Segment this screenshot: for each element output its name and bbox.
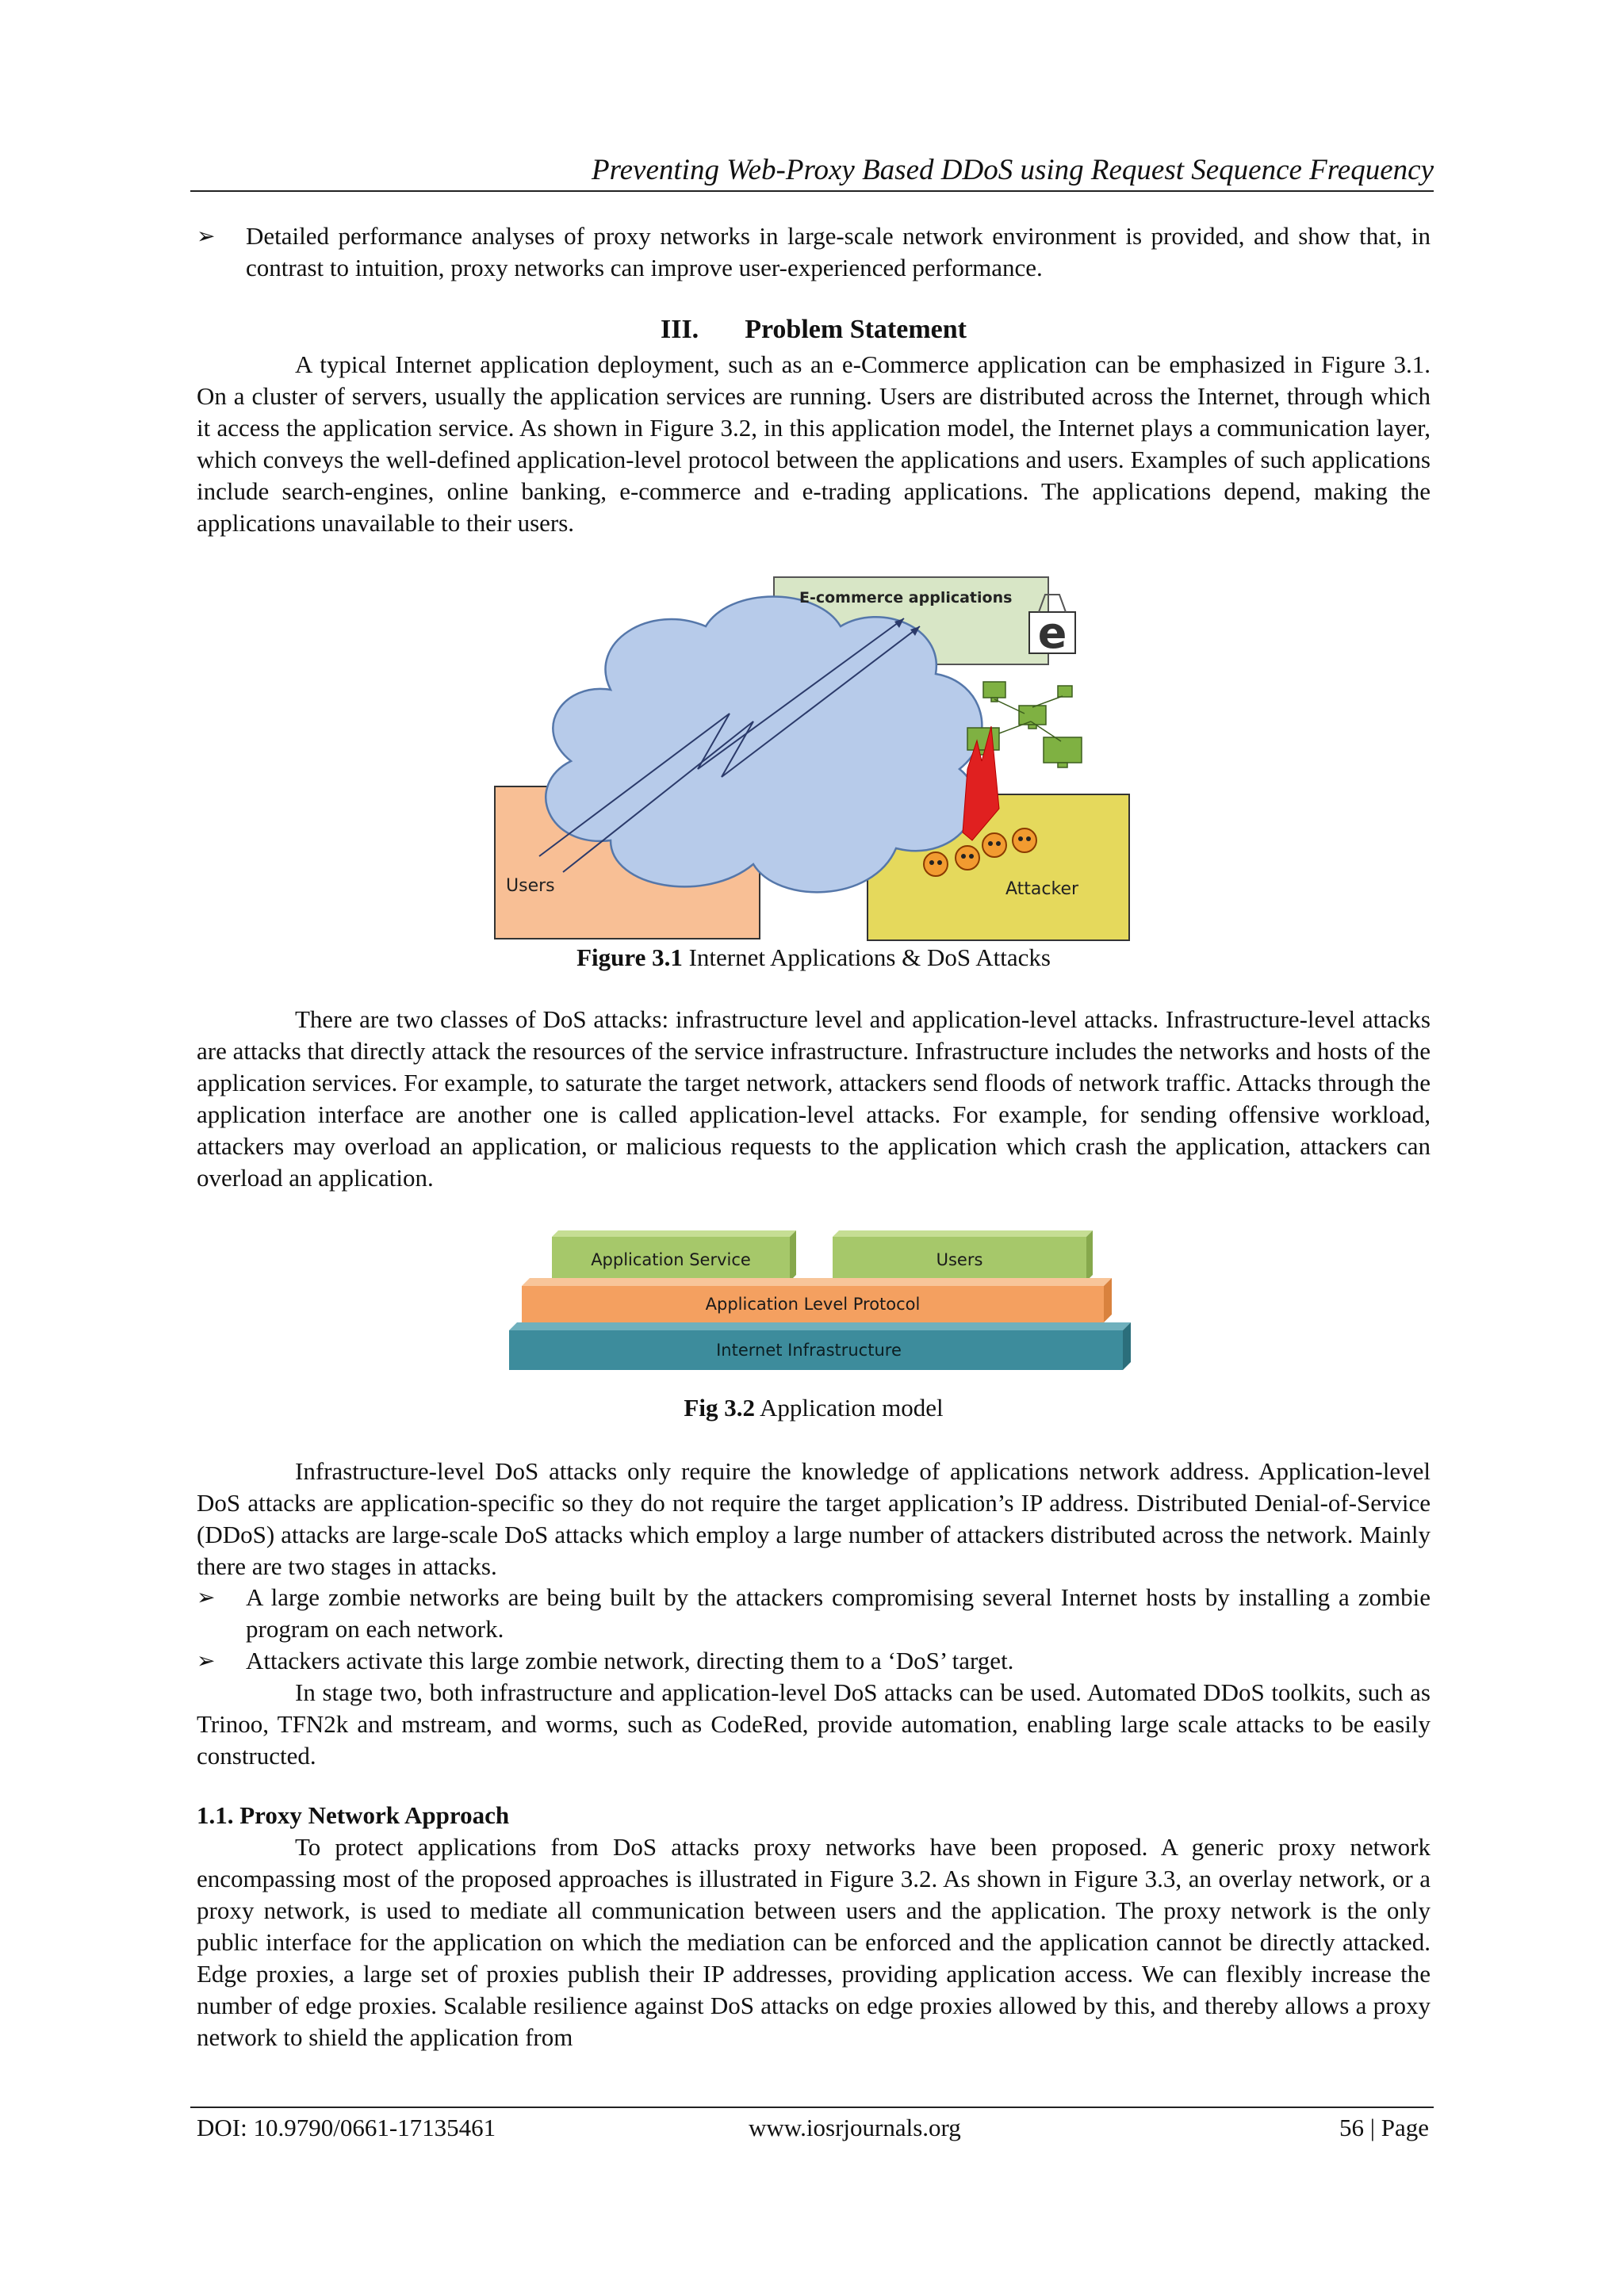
section-heading bbox=[197, 312, 1431, 347]
footer-website: www.iosrjournals.org bbox=[749, 2114, 961, 2141]
bullet-text: A large zombie networks are being built by the attackers compromising several Internet hosts by installing a zombie program on each network. bbox=[246, 1583, 1431, 1643]
logo-letter: e bbox=[1037, 608, 1067, 658]
paragraph: In stage two, both infrastructure and application-level DoS attacks can be used. Automated DDoS toolkits, such as Trinoo, TFN2k and mstream, and worms, such as CodeRed, provide automation, enabling large scale attacks to be easily constructed. bbox=[197, 1678, 1431, 1770]
layer-users bbox=[833, 1230, 1093, 1281]
caption-label: Fig 3.2 bbox=[684, 1394, 755, 1422]
ecommerce-label: E-commerce applications bbox=[799, 589, 1013, 607]
layer-label: Users bbox=[936, 1250, 983, 1269]
figure-internet-applications bbox=[492, 571, 1134, 943]
section-title: Problem Statement bbox=[745, 315, 967, 344]
layer-label: Application Service bbox=[591, 1250, 751, 1269]
attacker-label: Attacker bbox=[1005, 879, 1079, 899]
arrow-bullet-icon: ➢ bbox=[197, 1584, 216, 1610]
layer-application-protocol bbox=[522, 1278, 1112, 1322]
paragraph: To protect applications from DoS attacks proxy networks have been proposed. A generic proxy network encompassing most of the proposed approaches is illustrated in Figure 3.2. As shown in Figure 3.3, an overlay network, or a proxy network, is used to mediate all communication between users and the application. The proxy network is the only public interface for the application on which the mediation can be enforced and the application cannot be directly attacked. Edge proxies, a large set of proxies publish their IP addresses, providing application access. We can flexibly increase the number of edge proxies. Scalable resilience against DoS attacks on edge proxies allowed by this, and thereby allows a proxy network to shield the application from bbox=[197, 1833, 1431, 2051]
bullet-text: Attackers activate this large zombie network, directing them to a ‘DoS’ target. bbox=[246, 1647, 1014, 1674]
caption-text: Application model bbox=[754, 1394, 944, 1422]
footer-doi: DOI: 10.9790/0661-17135461 bbox=[197, 2114, 496, 2141]
figure-caption bbox=[197, 942, 1431, 974]
users-label: Users bbox=[506, 876, 555, 896]
layer-internet-infrastructure bbox=[509, 1322, 1131, 1370]
paragraph: There are two classes of DoS attacks: infrastructure level and application-level attacks. Infrastructure-level attacks are attacks that directly attack the resources of the service infrastructure. Infrastructure includes the networks and hosts of the application services. For example, to saturate the target network, attackers send floods of network traffic. Attacks through the application interface are another one is called application-level attacks. For example, for sending offensive workload, attackers may overload an application, or malicious requests to the application which crash the application, attackers can overload an application. bbox=[197, 1005, 1431, 1192]
paragraph: Infrastructure-level DoS attacks only require the knowledge of applications network address. Application-level DoS attacks are application-specific so they do not require the target application’s IP address. Distributed Denial-of-Service (DDoS) attacks are large-scale DoS attacks which employ a large number of attackers distributed across the network. Mainly there are two stages in attacks. bbox=[197, 1457, 1431, 1580]
bullet-item bbox=[197, 220, 1431, 284]
footer-page-number: 56 | Page bbox=[1339, 2114, 1429, 2141]
layer-label: Application Level Protocol bbox=[705, 1295, 921, 1314]
caption-label: Figure 3.1 bbox=[576, 943, 683, 971]
section-number: III. bbox=[660, 315, 699, 344]
arrow-bullet-icon: ➢ bbox=[197, 223, 216, 249]
paragraph: A typical Internet application deployment, such as an e-Commerce application can be emphasized in Figure 3.1. On a cluster of servers, usually the application services are running. Users are distributed across the Internet, through which it access the application service. As shown in Figure 3.2, in this application model, the Internet plays a communication layer, which conveys the well-defined application-level protocol between the applications and users. Examples of such applications include search-engines, online banking, e-commerce and e-trading applications. The applications depend, making the applications unavailable to their users. bbox=[197, 350, 1431, 537]
figure-caption bbox=[197, 1392, 1431, 1424]
caption-text: Internet Applications & DoS Attacks bbox=[682, 943, 1051, 971]
subsection-heading: 1.1. Proxy Network Approach bbox=[197, 1801, 510, 1829]
bullet-item bbox=[197, 1645, 1431, 1677]
bullet-item bbox=[197, 1582, 1431, 1645]
arrow-bullet-icon: ➢ bbox=[197, 1647, 216, 1674]
layer-application-service bbox=[552, 1230, 796, 1281]
figure-application-model bbox=[508, 1226, 1134, 1376]
layer-label: Internet Infrastructure bbox=[716, 1341, 902, 1360]
footer-rule bbox=[190, 2107, 1434, 2108]
running-header: Preventing Web-Proxy Based DDoS using Request Sequence Frequency bbox=[591, 154, 1434, 186]
header-rule bbox=[190, 190, 1434, 192]
bullet-text: Detailed performance analyses of proxy networks in large-scale network environment is provided, and show that, in contrast to intuition, proxy networks can improve user-experienced performance. bbox=[246, 222, 1431, 281]
